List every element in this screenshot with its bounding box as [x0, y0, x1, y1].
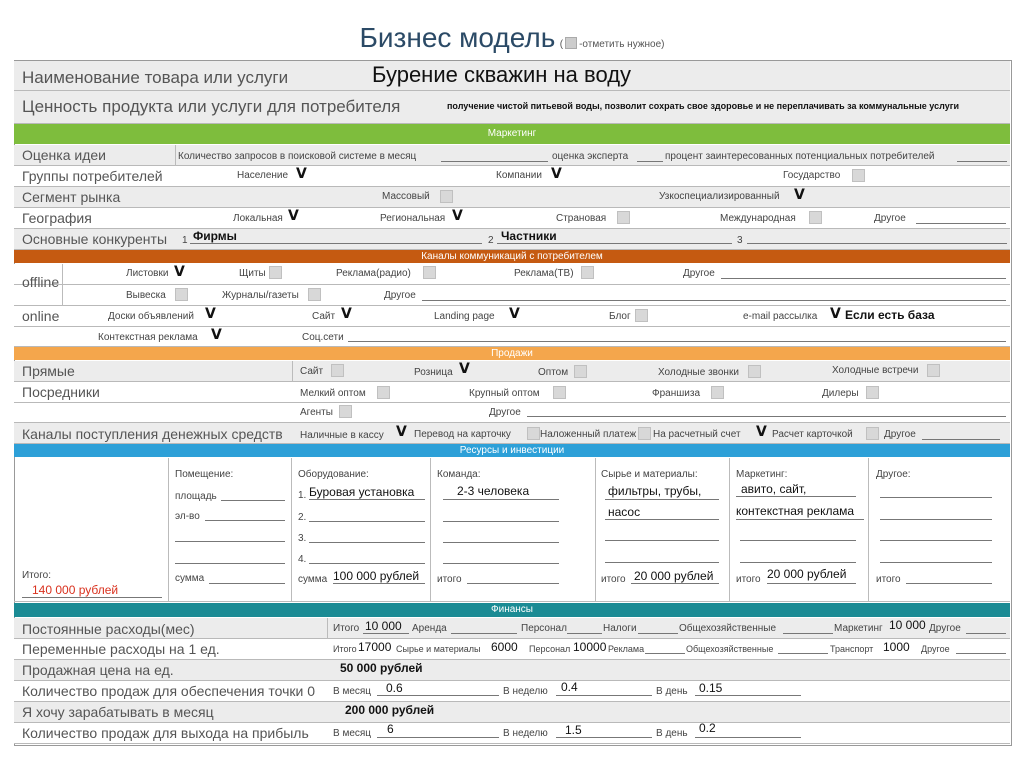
- variable-materials[interactable]: 6000: [491, 640, 518, 654]
- direct-cold-meet: Холодные встречи: [832, 365, 919, 376]
- fixed-total[interactable]: 10 000: [365, 619, 402, 633]
- breakeven-week[interactable]: 0.4: [561, 680, 578, 694]
- geo-row: [14, 208, 1010, 229]
- materials-total: итого: [601, 574, 626, 585]
- materials-line-1: [605, 499, 719, 500]
- offline-radio: Реклама(радио): [336, 268, 411, 279]
- fixed-marketing[interactable]: 10 000: [889, 618, 926, 632]
- checkbox-tv[interactable]: [581, 266, 594, 279]
- equipment-num-2: 2.: [298, 512, 307, 523]
- money-cash: Наличные в кассу: [300, 430, 384, 441]
- breakeven-month-label: В месяц: [333, 686, 372, 697]
- checkbox-cold-meet[interactable]: [927, 364, 940, 377]
- variable-materials-label: Сырье и материалы: [396, 644, 481, 654]
- variable-total[interactable]: 17000: [358, 640, 392, 654]
- section-marketing: Маркетинг: [14, 124, 1010, 144]
- res-marketing-title: Маркетинг:: [736, 469, 788, 480]
- idea-item-3: процент заинтересованных потенциальных потребителей: [665, 151, 935, 162]
- team-line-1: [443, 499, 559, 500]
- money-card: Расчет карточкой: [772, 429, 853, 440]
- competitor-1[interactable]: Фирмы: [193, 229, 237, 243]
- check-mark-icon[interactable]: V: [205, 306, 216, 322]
- premises-sum: сумма: [175, 573, 205, 584]
- equipment-line-2[interactable]: [309, 521, 425, 522]
- checkbox-cold-calls[interactable]: [748, 365, 761, 378]
- check-mark-icon[interactable]: V: [288, 208, 299, 224]
- profit-day-label: В день: [656, 728, 688, 739]
- checkbox-small[interactable]: [377, 386, 390, 399]
- check-mark-icon[interactable]: V: [452, 208, 463, 224]
- inter-agents: Агенты: [300, 407, 333, 418]
- res-divider-4: [595, 458, 596, 602]
- online-landing: Landing page: [434, 311, 495, 322]
- money-label: Каналы поступления денежных средств: [22, 426, 283, 442]
- idea-label: Оценка идеи: [22, 147, 106, 163]
- res-marketing-line-3[interactable]: [740, 540, 856, 541]
- res-total-label: Итого:: [22, 570, 51, 581]
- checkbox-agents[interactable]: [339, 405, 352, 418]
- profit-week-label: В неделю: [503, 728, 548, 739]
- res-total-value[interactable]: 140 000 рублей: [32, 583, 119, 597]
- res-other-title: Другое:: [876, 469, 911, 480]
- section-finance: Финансы: [14, 603, 1010, 617]
- res-other-line-3[interactable]: [880, 540, 992, 541]
- variable-other: Другое: [921, 644, 950, 654]
- team-value[interactable]: 2-3 человека: [457, 484, 530, 498]
- team-total: итого: [437, 574, 462, 585]
- premises-line-3[interactable]: [175, 541, 285, 542]
- idea-line-2[interactable]: [637, 161, 663, 162]
- res-other-total: итого: [876, 574, 901, 585]
- fixed-rent: Аренда: [412, 623, 447, 634]
- check-mark-icon[interactable]: V: [756, 424, 767, 440]
- res-divider-1: [168, 458, 169, 602]
- price-label: Продажная цена на ед.: [22, 662, 174, 678]
- offline-boards: Щиты: [239, 268, 266, 279]
- money-cod: Наложенный платеж: [540, 429, 637, 440]
- direct-site: Сайт: [300, 366, 324, 377]
- res-bottom-line: [14, 601, 1010, 602]
- check-mark-icon[interactable]: V: [174, 264, 185, 280]
- res-marketing-line-2: [736, 519, 864, 520]
- money-account: На расчетный счет: [653, 429, 741, 440]
- profit-week[interactable]: 1.5: [565, 723, 582, 737]
- checkbox-franchise[interactable]: [711, 386, 724, 399]
- profit-month-label: В месяц: [333, 728, 372, 739]
- geo-other-line[interactable]: [916, 223, 1006, 224]
- title-hint: -отметить нужное): [579, 39, 665, 50]
- checkbox-radio[interactable]: [423, 266, 436, 279]
- segment-label: Сегмент рынка: [22, 189, 121, 205]
- variable-transport[interactable]: 1000: [883, 640, 910, 654]
- res-divider-6: [868, 458, 869, 602]
- money-transfer: Перевод на карточку: [414, 429, 511, 440]
- online-blog: Блог: [609, 311, 631, 322]
- materials-value-1[interactable]: фильтры, трубы,: [608, 484, 702, 498]
- offline-other-line-2[interactable]: [422, 300, 1006, 301]
- premises-area: площадь: [175, 491, 217, 502]
- offline-signboard: Вывеска: [126, 290, 166, 301]
- offline-other-1: Другое: [683, 268, 715, 279]
- checkbox-cod[interactable]: [638, 427, 651, 440]
- equipment-line-1: [309, 499, 425, 500]
- res-marketing-total: итого: [736, 574, 761, 585]
- profit-day[interactable]: 0.2: [699, 721, 716, 735]
- res-other-line-1[interactable]: [880, 497, 992, 498]
- section-channels: Каналы коммуникаций с потребителем: [14, 250, 1010, 263]
- equipment-sum-line: [333, 583, 425, 584]
- fixed-other: Другое: [929, 623, 961, 634]
- geo-other: Другое: [874, 213, 906, 224]
- title-hint-open: (: [559, 39, 564, 50]
- res-marketing-sum[interactable]: 20 000 рублей: [767, 567, 847, 581]
- breakeven-day-label: В день: [656, 686, 688, 697]
- res-other-line-2[interactable]: [880, 519, 992, 520]
- checkbox-card[interactable]: [866, 427, 879, 440]
- res-other-total-line[interactable]: [906, 583, 992, 584]
- value-text[interactable]: получение чистой питьевой воды, позволит сохрать свое здоровье и не переплачивать за коммунальные услуги: [447, 101, 959, 111]
- team-title: Команда:: [437, 469, 481, 480]
- inter-franchise: Франшиза: [652, 388, 701, 399]
- idea-item-2: оценка эксперта: [552, 151, 629, 162]
- res-marketing-value-2[interactable]: контекстная реклама: [736, 504, 855, 518]
- variable-total-label: Итого: [333, 644, 357, 654]
- materials-title: Сырье и материалы:: [601, 469, 698, 480]
- premises-count: эл-во: [175, 511, 200, 522]
- group-state: Государство: [783, 170, 841, 181]
- competitor-2[interactable]: Частники: [501, 229, 557, 243]
- variable-staff-label: Персонал: [529, 644, 571, 654]
- equipment-line-3[interactable]: [309, 542, 425, 543]
- res-total-line: [22, 597, 162, 598]
- product-value[interactable]: Бурение скважин на воду: [372, 62, 632, 87]
- equipment-num-3: 3.: [298, 533, 307, 544]
- value-label: Ценность продукта или услуги для потребителя: [22, 97, 401, 116]
- earn-label: Я хочу зарабатывать в месяц: [22, 704, 214, 720]
- geo-regional: Региональная: [380, 213, 446, 224]
- checkbox-international[interactable]: [809, 211, 822, 224]
- team-line-3[interactable]: [443, 542, 559, 543]
- offline-other-2: Другое: [384, 290, 416, 301]
- geo-local: Локальная: [233, 213, 283, 224]
- res-marketing-sum-line: [767, 583, 856, 584]
- fixed-general: Общехозяйственные: [679, 623, 777, 634]
- checkbox-dealers[interactable]: [866, 386, 879, 399]
- breakeven-day-line: [695, 695, 801, 696]
- equipment-line-4[interactable]: [309, 563, 425, 564]
- equipment-sum[interactable]: 100 000 рублей: [333, 569, 420, 583]
- breakeven-week-line: [556, 695, 652, 696]
- profit-month-line: [377, 737, 499, 738]
- profit-week-line: [556, 737, 652, 738]
- segment-row: [14, 187, 1010, 208]
- materials-sum[interactable]: 20 000 рублей: [634, 569, 714, 583]
- variable-general-line[interactable]: [778, 653, 828, 654]
- variable-staff[interactable]: 10000: [573, 640, 607, 654]
- page-title: Бизнес модель: [359, 22, 556, 53]
- check-mark-icon[interactable]: V: [509, 306, 520, 322]
- comp-num-3: 3: [737, 235, 743, 246]
- check-mark-icon[interactable]: V: [296, 166, 307, 182]
- materials-line-3[interactable]: [605, 540, 719, 541]
- equipment-num-4: 4.: [298, 554, 307, 565]
- offline-tv: Реклама(ТВ): [514, 268, 574, 279]
- fixed-general-line[interactable]: [783, 633, 833, 634]
- res-other-line-4[interactable]: [880, 562, 992, 563]
- offline-press: Журналы/газеты: [222, 290, 299, 301]
- variable-ads: Реклама: [608, 644, 645, 654]
- checkbox-signboard[interactable]: [175, 288, 188, 301]
- fixed-taxes: Налоги: [603, 623, 637, 634]
- team-line-2[interactable]: [443, 521, 559, 522]
- breakeven-week-label: В неделю: [503, 686, 548, 697]
- team-line-4[interactable]: [443, 563, 559, 564]
- checkbox-direct-site[interactable]: [331, 364, 344, 377]
- comp-num-2: 2: [488, 235, 494, 246]
- section-resources: Ресурсы и инвестиции: [14, 444, 1010, 457]
- competitors-label: Основные конкуренты: [22, 231, 168, 247]
- online-label: online: [22, 308, 60, 324]
- profit-day-line: [695, 737, 801, 738]
- earn-value[interactable]: 200 000 рублей: [345, 703, 435, 717]
- profit-label: Количество продаж для выхода на прибыль: [22, 725, 309, 741]
- comp-line-3[interactable]: [747, 243, 1007, 244]
- check-mark-icon[interactable]: V: [794, 187, 805, 203]
- group-companies: Компании: [496, 170, 542, 181]
- direct-retail: Розница: [414, 367, 453, 378]
- product-label: Наименование товара или услуги: [22, 68, 289, 87]
- premises-sum-line[interactable]: [209, 583, 285, 584]
- check-mark-icon[interactable]: V: [341, 306, 352, 322]
- res-marketing-line-4[interactable]: [740, 562, 856, 563]
- segment-niche: Узкоспециализированный: [659, 191, 780, 202]
- segment-mass: Массовый: [382, 191, 430, 202]
- premises-area-line[interactable]: [221, 500, 285, 501]
- money-other: Другое: [884, 429, 916, 440]
- fixed-staff: Персонал: [521, 623, 567, 634]
- checkbox-sample: [565, 37, 577, 49]
- premises-title: Помещение:: [175, 469, 234, 480]
- variable-label: Переменные расходы на 1 ед.: [22, 641, 220, 657]
- res-marketing-value-1[interactable]: авито, сайт,: [741, 482, 807, 496]
- comp-num-1: 1: [182, 235, 188, 246]
- equipment-num-1: 1.: [298, 490, 307, 501]
- money-other-line[interactable]: [922, 439, 1000, 440]
- fixed-rent-line[interactable]: [451, 633, 517, 634]
- breakeven-label: Количество продаж для обеспечения точки 0: [22, 683, 316, 699]
- check-mark-icon[interactable]: V: [551, 166, 562, 182]
- fixed-total-label: Итого: [333, 623, 360, 634]
- price-value[interactable]: 50 000 рублей: [340, 661, 423, 675]
- breakeven-month-line: [377, 695, 499, 696]
- geo-country: Страновая: [556, 213, 607, 224]
- geo-label: География: [22, 210, 92, 226]
- checkbox-press[interactable]: [308, 288, 321, 301]
- comp-line-1: [190, 243, 482, 244]
- online-boards: Доски объявлений: [108, 311, 194, 322]
- res-divider-3: [430, 458, 431, 602]
- checkbox-mass[interactable]: [440, 190, 453, 203]
- online-social: Соц.сети: [302, 332, 344, 343]
- fixed-taxes-line[interactable]: [638, 633, 678, 634]
- fixed-other-line[interactable]: [966, 633, 1006, 634]
- online-email-note[interactable]: Если есть база: [845, 308, 935, 322]
- offline-other-line-1[interactable]: [721, 278, 1006, 279]
- offline-leaflets: Листовки: [126, 268, 169, 279]
- premises-count-line[interactable]: [205, 520, 285, 521]
- inter-label: Посредники: [22, 384, 100, 400]
- checkbox-wholesale[interactable]: [574, 365, 587, 378]
- checkbox-state[interactable]: [852, 169, 865, 182]
- team-total-line[interactable]: [467, 583, 559, 584]
- check-mark-icon[interactable]: V: [211, 327, 222, 343]
- materials-value-2[interactable]: насос: [608, 505, 641, 519]
- comp-line-2: [497, 243, 732, 244]
- groups-label: Группы потребителей: [22, 168, 163, 184]
- idea-item-1: Количество запросов в поисковой системе в месяц: [178, 151, 417, 162]
- checkbox-transfer[interactable]: [527, 427, 540, 440]
- online-email: e-mail рассылка: [743, 311, 818, 322]
- check-mark-icon[interactable]: V: [459, 361, 470, 377]
- breakeven-day[interactable]: 0.15: [699, 681, 723, 695]
- checkbox-large[interactable]: [553, 386, 566, 399]
- fixed-marketing-label: Маркетинг: [834, 623, 883, 634]
- page-title-block: [0, 22, 1024, 54]
- group-population: Население: [237, 170, 289, 181]
- variable-ads-line[interactable]: [645, 653, 685, 654]
- section-sales: Продажи: [14, 347, 1010, 360]
- equipment-sum-label: сумма: [298, 574, 328, 585]
- inter-other-line[interactable]: [527, 416, 1006, 417]
- direct-wholesale: Оптом: [538, 367, 569, 378]
- direct-label: Прямые: [22, 363, 75, 379]
- check-mark-icon[interactable]: V: [830, 306, 841, 322]
- fixed-label: Постоянные расходы(мес): [22, 621, 195, 637]
- materials-sum-line: [631, 583, 719, 584]
- fixed-staff-line[interactable]: [567, 633, 602, 634]
- checkbox-country[interactable]: [617, 211, 630, 224]
- checkbox-boards[interactable]: [269, 266, 282, 279]
- inter-small: Мелкий оптом: [300, 388, 366, 399]
- res-marketing-line-1: [736, 496, 856, 497]
- online-context: Контекстная реклама: [98, 332, 198, 343]
- variable-other-line[interactable]: [956, 653, 1006, 654]
- materials-line-4[interactable]: [605, 562, 719, 563]
- inter-dealers: Дилеры: [822, 388, 859, 399]
- checkbox-blog[interactable]: [635, 309, 648, 322]
- offline-label: offline: [22, 274, 60, 290]
- inter-other: Другое: [489, 407, 521, 418]
- fixed-total-line: [363, 633, 409, 634]
- variable-transport-label: Транспорт: [830, 644, 874, 654]
- profit-month[interactable]: 6: [387, 722, 394, 736]
- inter-large: Крупный оптом: [469, 388, 540, 399]
- equipment-item-1[interactable]: Буровая установка: [309, 485, 415, 499]
- online-site: Сайт: [312, 311, 336, 322]
- res-divider-2: [291, 458, 292, 602]
- materials-line-2: [605, 519, 719, 520]
- equipment-title: Оборудование:: [298, 469, 369, 480]
- check-mark-icon[interactable]: V: [396, 424, 407, 440]
- breakeven-month[interactable]: 0.6: [386, 681, 403, 695]
- variable-general: Общехозяйственные: [686, 644, 774, 654]
- online-social-line[interactable]: [348, 341, 1006, 342]
- idea-line-3[interactable]: [957, 161, 1007, 162]
- direct-cold-calls: Холодные звонки: [658, 367, 739, 378]
- geo-international: Международная: [720, 213, 796, 224]
- idea-line-1[interactable]: [441, 161, 548, 162]
- premises-line-4[interactable]: [175, 563, 285, 564]
- res-divider-5: [729, 458, 730, 602]
